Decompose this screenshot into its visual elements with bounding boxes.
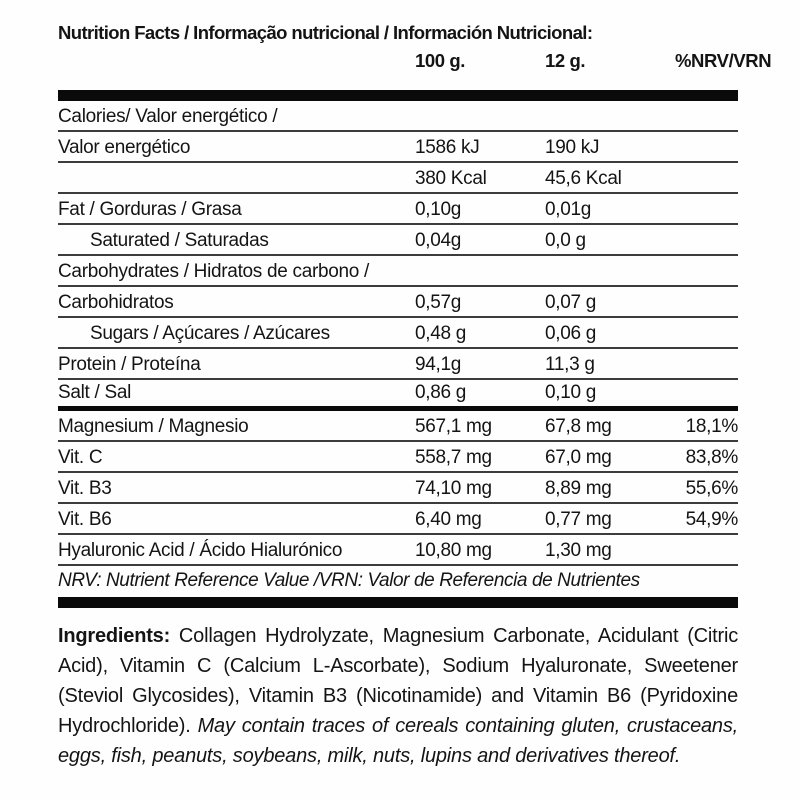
- table-row: [58, 225, 738, 256]
- row-label: Salt / Sal: [58, 382, 132, 403]
- row-value-12g: 8,89 mg: [545, 478, 612, 499]
- row-value-12g: 0,10 g: [545, 382, 597, 403]
- row-value-100g: 94,1g: [415, 354, 462, 375]
- divider-top: [58, 90, 738, 101]
- nutrition-table: [58, 101, 738, 566]
- row-value-nrv: 55,6%: [685, 478, 738, 499]
- row-value-12g: 1,30 mg: [545, 540, 612, 561]
- table-row: [58, 194, 738, 225]
- row-value-100g: 0,57g: [415, 292, 462, 313]
- row-label: Fat / Gorduras / Grasa: [58, 199, 242, 220]
- row-value-nrv: 83,8%: [685, 447, 738, 468]
- row-value-12g: 11,3 g: [545, 354, 595, 375]
- row-value-12g: 45,6 Kcal: [545, 168, 622, 189]
- row-value-100g: 0,10g: [415, 199, 462, 220]
- nrv-footnote: NRV: Nutrient Reference Value /VRN: Valor de Referencia de Nutrientes: [58, 570, 640, 591]
- row-value-100g: 1586 kJ: [415, 137, 480, 158]
- col-header-nrv: %NRV/VRN: [675, 50, 772, 71]
- row-label: Carbohidratos: [58, 292, 174, 313]
- col-header-12g: 12 g.: [545, 50, 586, 71]
- table-row: [58, 318, 738, 349]
- row-label: Saturated / Saturadas: [90, 230, 269, 251]
- table-row: [58, 411, 738, 442]
- table-row: [58, 256, 738, 287]
- ingredients-label: Ingredients:: [58, 625, 171, 647]
- row-label: Hyaluronic Acid / Ácido Hialurónico: [58, 540, 343, 561]
- column-header-row: [58, 50, 772, 74]
- row-value-12g: 0,01g: [545, 199, 592, 220]
- row-label: Magnesium / Magnesio: [58, 416, 249, 437]
- table-row: [58, 101, 738, 132]
- ingredients-text: Collagen Hydrolyzate, Magnesium Carbonate, Acidulant (Citric Acid), Vitamin C (Calcium L-Ascorbate), Sodium Hyaluronate, Sweetener (Steviol Glycosides), Vitamin B3 (Nicotinamide) and Vitamin B6 (Pyridoxine Hydrochloride).: [58, 625, 738, 737]
- table-row: [58, 287, 738, 318]
- row-value-100g: 0,04g: [415, 230, 462, 251]
- row-value-100g: 0,48 g: [415, 323, 467, 344]
- row-value-12g: 0,77 mg: [545, 509, 612, 530]
- table-row: [58, 535, 738, 566]
- table-row: [58, 442, 738, 473]
- row-value-nrv: 54,9%: [685, 509, 738, 530]
- row-label: Vit. B3: [58, 478, 112, 499]
- row-value-100g: 567,1 mg: [415, 416, 492, 437]
- divider-bottom: [58, 597, 738, 608]
- row-value-100g: 10,80 mg: [415, 540, 492, 561]
- row-label: Carbohydrates / Hidratos de carbono /: [58, 261, 370, 282]
- table-row: [58, 349, 738, 380]
- nutrition-label: [58, 22, 772, 771]
- col-header-100g: 100 g.: [415, 50, 466, 71]
- row-value-12g: 0,07 g: [545, 292, 597, 313]
- row-label: Valor energético: [58, 137, 191, 158]
- row-value-12g: 0,06 g: [545, 323, 597, 344]
- table-row: [58, 504, 738, 535]
- table-row: [58, 380, 738, 411]
- row-value-12g: 0,0 g: [545, 230, 586, 251]
- row-label: Vit. C: [58, 447, 103, 468]
- row-value-100g: 6,40 mg: [415, 509, 482, 530]
- row-label: Calories/ Valor energético /: [58, 106, 278, 127]
- row-value-12g: 190 kJ: [545, 137, 600, 158]
- row-value-100g: 74,10 mg: [415, 478, 492, 499]
- table-row: [58, 473, 738, 504]
- row-label: Protein / Proteína: [58, 354, 201, 375]
- ingredients-paragraph: [58, 621, 738, 771]
- row-value-100g: 380 Kcal: [415, 168, 487, 189]
- label-title: Nutrition Facts / Informação nutricional / Información Nutricional:: [58, 22, 593, 43]
- row-value-12g: 67,8 mg: [545, 416, 612, 437]
- row-value-12g: 67,0 mg: [545, 447, 612, 468]
- row-label: Sugars / Açúcares / Azúcares: [90, 323, 330, 344]
- allergen-note: May contain traces of cereals containing gluten, crustaceans, eggs, fish, peanuts, soybeans, milk, nuts, lupins and derivatives thereof.: [58, 715, 738, 767]
- table-row: [58, 132, 738, 163]
- row-value-100g: 558,7 mg: [415, 447, 492, 468]
- row-label: Vit. B6: [58, 509, 112, 530]
- row-value-100g: 0,86 g: [415, 382, 467, 403]
- row-value-nrv: 18,1%: [685, 416, 738, 437]
- table-row: [58, 163, 738, 194]
